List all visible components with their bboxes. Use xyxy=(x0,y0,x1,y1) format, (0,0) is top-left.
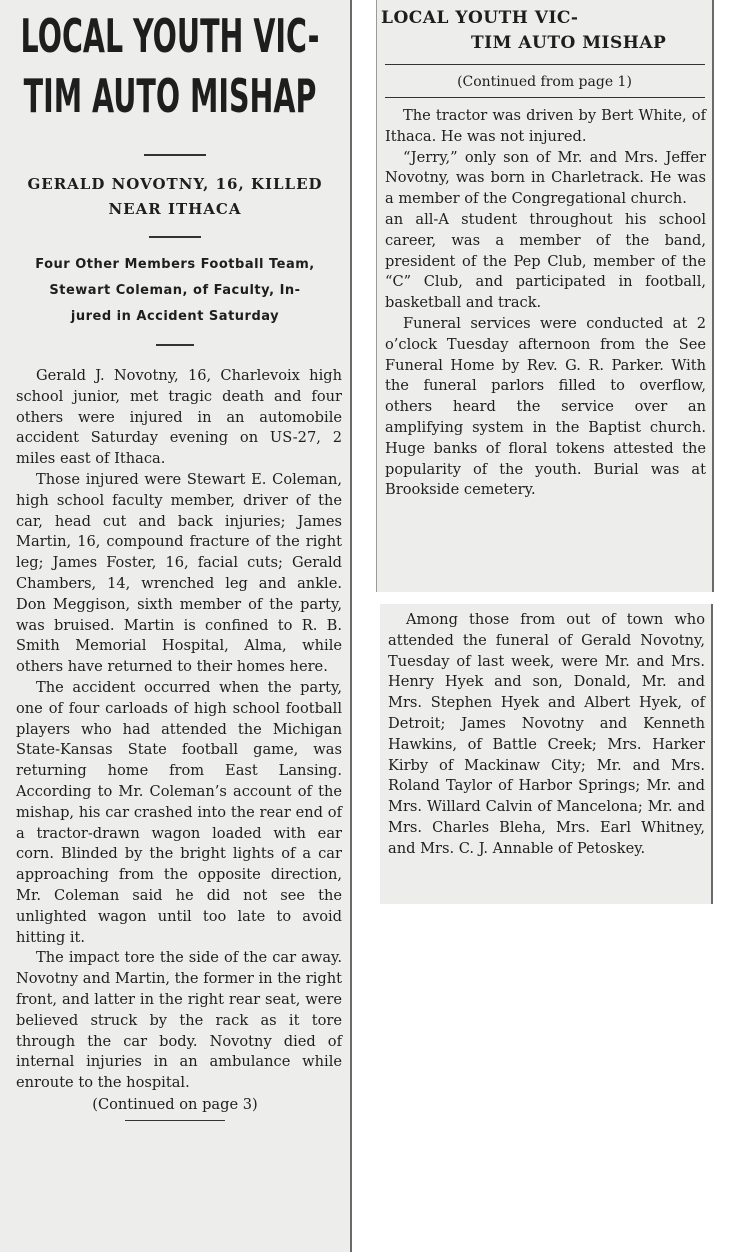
subheadline-line: jured in Accident Saturday xyxy=(70,309,280,324)
article-paragraph: The impact tore the side of the car away. Novotny and Martin, the former in the right front, and latter in the right rear seat, were believed struck by the rack as it tore through the car body. Novotny died of internal injuries in an ambulance while enroute to the hospital. xyxy=(16,949,342,1092)
headline-line: LOCAL YOUTH VIC- xyxy=(20,9,320,63)
subheadline-line: GERALD NOVOTNY, 16, KILLED xyxy=(27,175,323,193)
article-paragraph: “Jerry,” only son of Mr. and Mrs. Jeffer Novotny, was born in Charletrack. He was a member of the Congregational church. xyxy=(385,148,706,208)
funeral-attendees-clipping xyxy=(380,604,713,904)
subheadline-line: Four Other Members Football Team, xyxy=(35,257,315,272)
article-clipping-continuation xyxy=(376,0,714,592)
divider-rule xyxy=(125,1120,225,1121)
headline-line: TIM AUTO MISHAP xyxy=(23,69,317,123)
headline-line: TIM AUTO MISHAP xyxy=(471,33,667,53)
article-body xyxy=(16,366,342,1094)
headline xyxy=(9,6,331,126)
continued-notice: (Continued on page 3) xyxy=(92,1095,258,1113)
subheadline-secondary xyxy=(14,252,336,330)
attendees-body xyxy=(388,610,705,860)
article-paragraph: Those injured were Stewart E. Coleman, high school faculty member, driver of the car, head cut and back injuries; James Martin, 16, compound fracture of the right leg; James Foster, 16, facial cuts; Gerald Chambers, 14, wrenched leg and ankle. Don Meggison, sixth member of the party, was bruised. Martin is confined to R. B. Smith Memorial Hospital, Alma, while others have returned to their homes here. xyxy=(16,470,342,676)
article-paragraph: The tractor was driven by Bert White, of Ithaca. He was not injured. xyxy=(385,107,706,145)
subheadline-line: NEAR ITHACA xyxy=(108,200,242,218)
continuation-body xyxy=(385,106,706,501)
subheadline-line: Stewart Coleman, of Faculty, In- xyxy=(49,283,301,298)
article-paragraph: Funeral services were conducted at 2 o’clock Tuesday afternoon from the See Funeral Home by Rev. G. R. Parker. With the funeral parlors filled to overflow, others heard the service over an amplifying system in the Baptist church. Huge banks of floral tokens attested the popularity of the youth. Burial was at Brookside cemetery. xyxy=(385,314,706,499)
continuation-headline xyxy=(377,6,712,56)
continued-notice: (Continued from page 1) xyxy=(457,74,632,90)
subheadline-primary xyxy=(6,172,344,222)
article-paragraph: Gerald J. Novotny, 16, Charlevoix high school junior, met tragic death and four others were injured in an automobile accident Saturday evening on US-27, 2 miles east of Ithaca. xyxy=(16,367,342,468)
headline-line: LOCAL YOUTH VIC- xyxy=(381,8,579,28)
article-clipping-left xyxy=(0,0,352,1252)
article-paragraph: Among those from out of town who attended the funeral of Gerald Novotny, Tuesday of last week, were Mr. and Mrs. Henry Hyek and son, Donald, Mr. and Mrs. Stephen Hyek and Albert Hyek, of Detroit; James Novotny and Kenneth Hawkins, of Battle Creek; Mrs. Harker Kirby of Mackinaw City; Mr. and Mrs. Roland Taylor of Harbor Springs; Mr. and Mrs. Willard Calvin of Mancelona; Mr. and Mrs. Charles Bleha, Mrs. Earl Whitney, and Mrs. C. J. Annable of Petoskey. xyxy=(388,611,705,857)
article-paragraph: an all-A student throughout his school career, was a member of the band, president of the Pep Club, member of the “C” Club, and participated in football, basketball and track. xyxy=(385,210,706,312)
article-paragraph: The accident occurred when the party, one of four carloads of high school football players who had attended the Michigan State-Kansas State football game, was returning home from East Lansing. According to Mr. Coleman’s account of the mishap, his car crashed into the rear end of a tractor-drawn wagon loaded with ear corn. Blinded by the bright lights of a car approaching from the opposite direction, Mr. Coleman said he did not see the unlighted wagon until too late to avoid hitting it. xyxy=(16,678,342,946)
